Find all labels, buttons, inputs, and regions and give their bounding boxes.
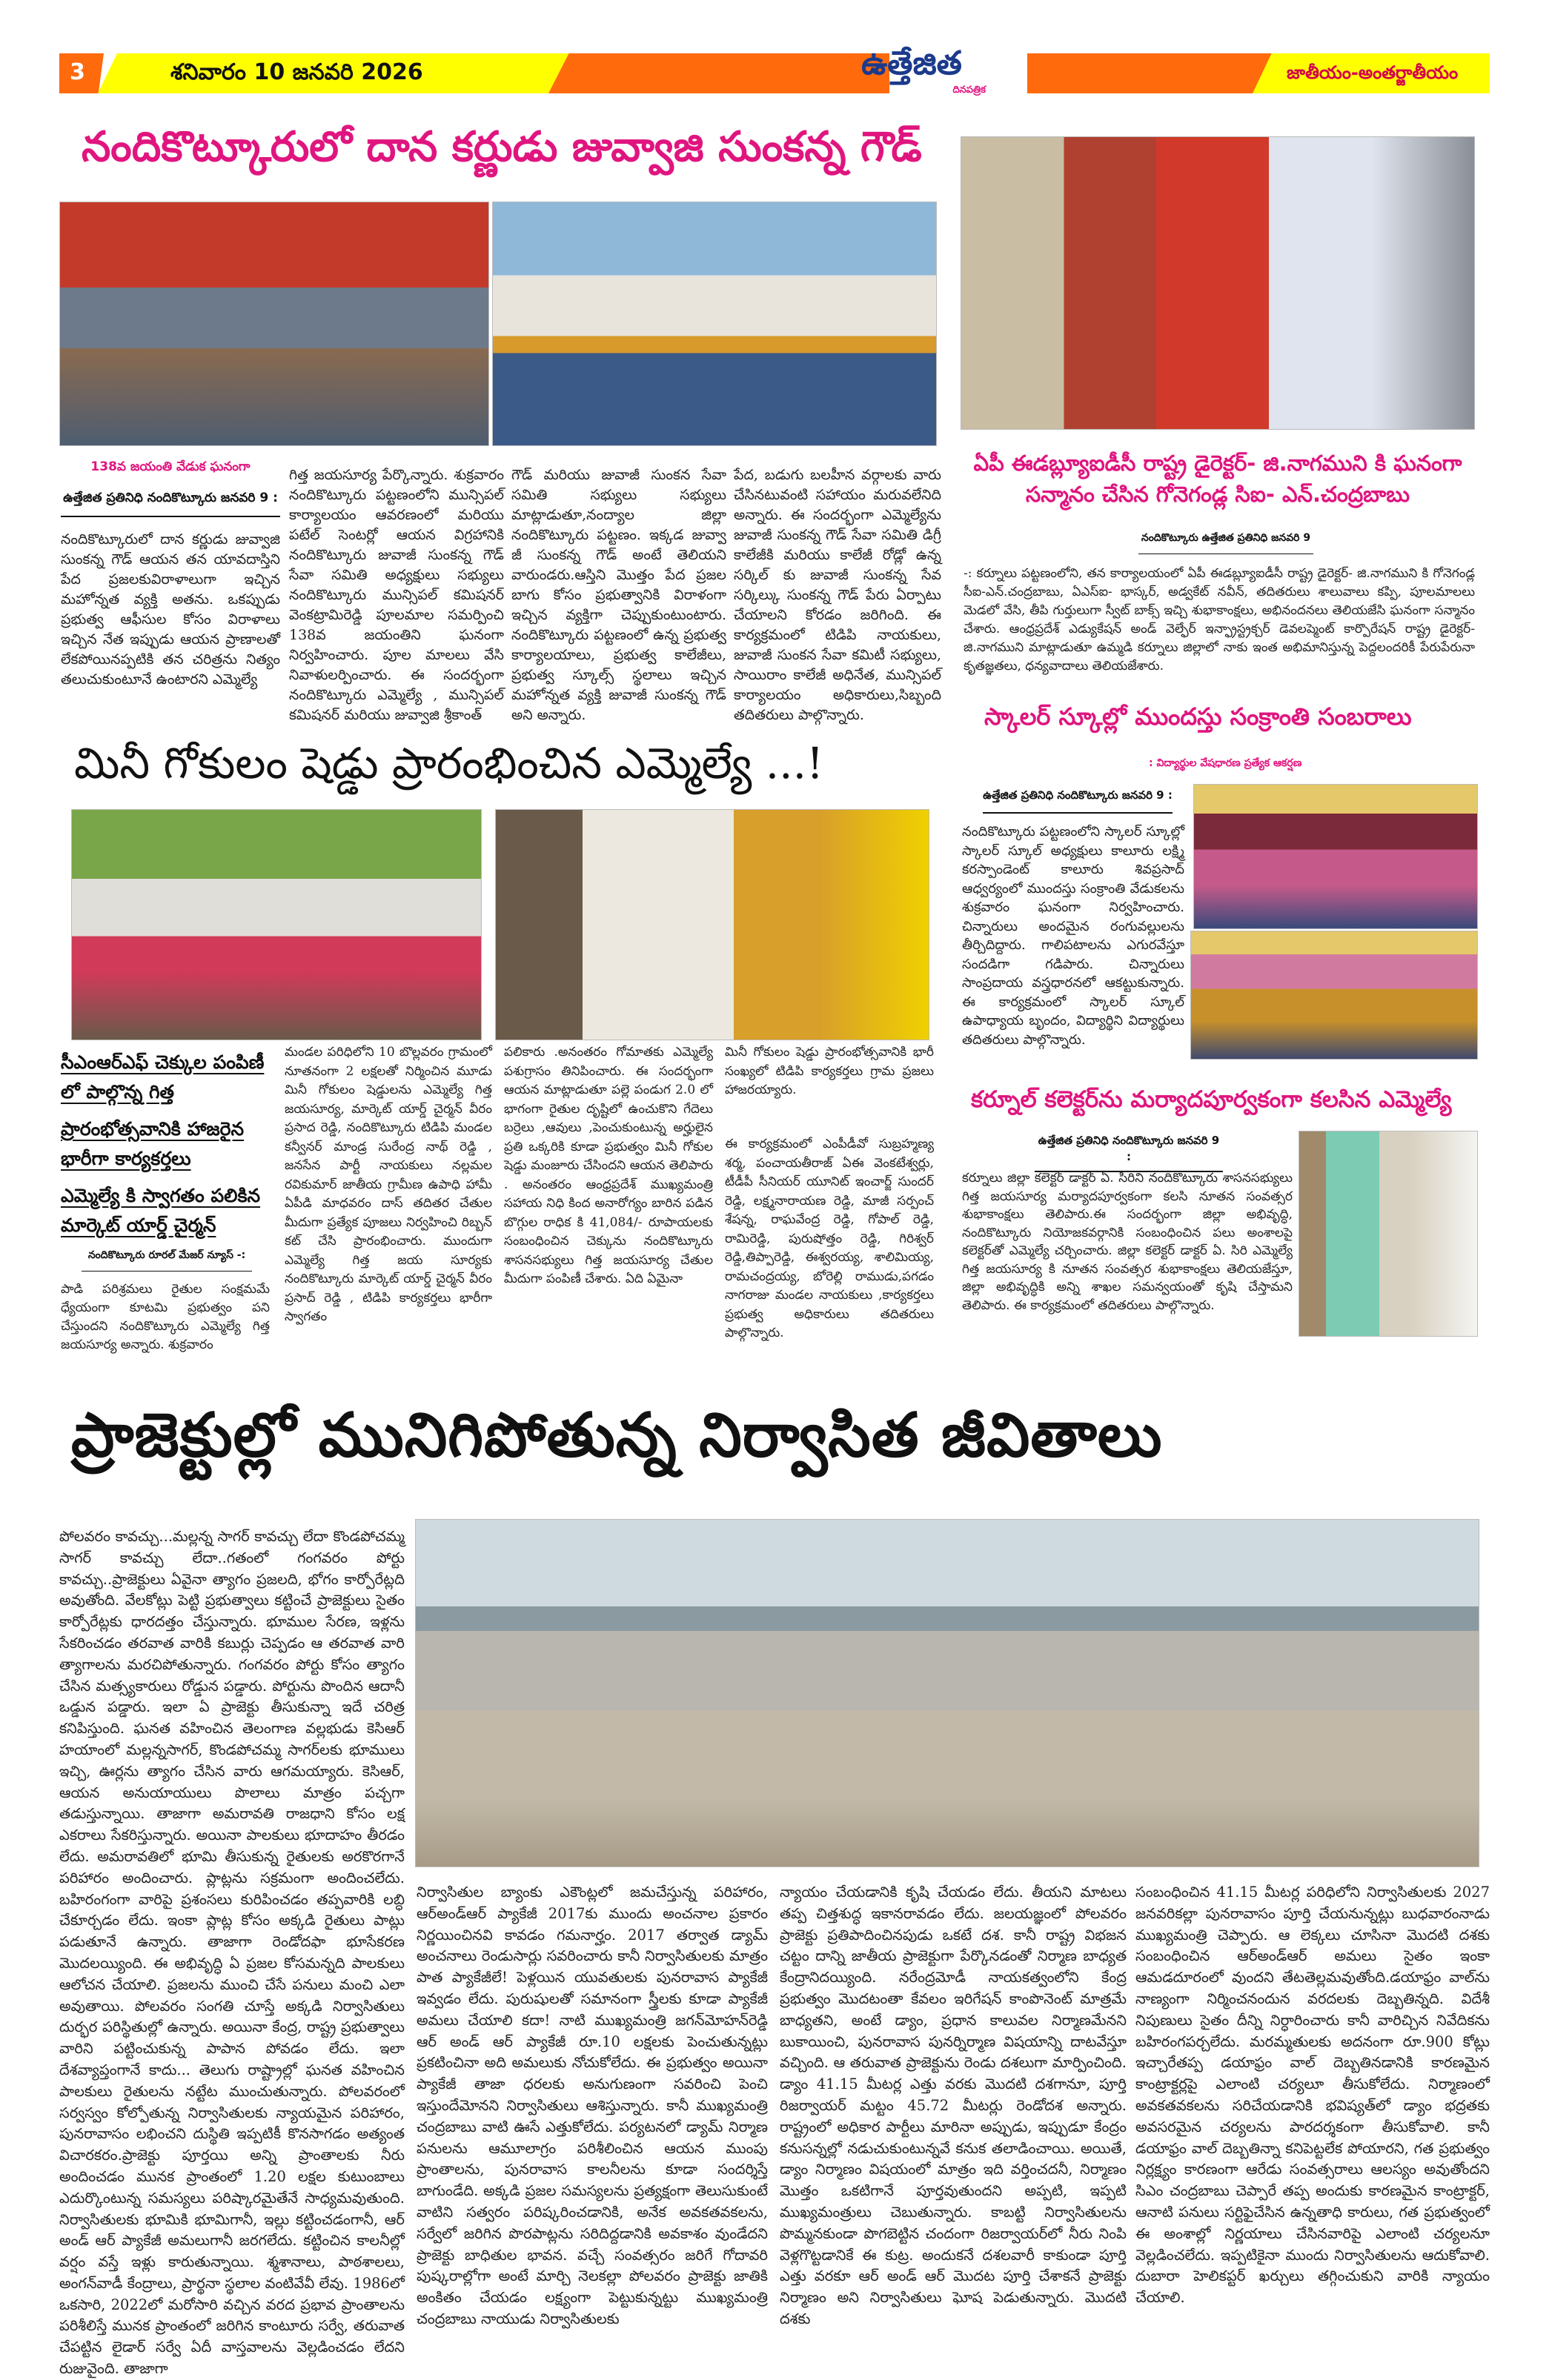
date: శనివారం 10 జనవరి 2026 [170, 59, 423, 85]
masthead [59, 44, 1490, 96]
page-number: 3 [70, 59, 85, 85]
article3-subhead: : విద్యార్థుల వేషధారణ ప్రత్యేక ఆకర్షణ [1149, 757, 1302, 769]
article1-headline: నందికొట్కూరులో దాన కర్ణుడు జువ్వాజి సుంకన్న గౌడ్ [82, 123, 922, 171]
article5-headline: కర్నూల్ కలెక్టర్‌ను మర్యాదపూర్వకంగా కలసిన ఎమ్మెల్యే [971, 1086, 1452, 1113]
photo-felicitation [961, 136, 1475, 430]
article2-body: -: కర్నూలు పట్టణంలోని, తన కార్యాలయంలో ఏపీ ఈడబ్ల్యూఐడీసీ రాష్ట్ర డైరెక్టర్- జి.నాగముని కి గోనెగండ్ల సీఐ-ఎన్.చంద్రబాబు, ఏఎస్ఐ- భాస్కర్, అడ్వకేట్ నవీన్, తదితరులు శాలువాలు కప్పి, పూలమాలలు మెడలో వేసి, తీపి గుర్తులుగా స్వీట్ బాక్స్ ఇచ్చి శుభాకాంక్షలు, అభినందనలు తెలియజేసి ఘనంగా సన్మానం చేశారు. ఆంధ్రప్రదేశ్ ఎడ్యుకేషన్ అండ్ వెల్ఫేర్ ఇన్ఫ్రాస్ట్రక్చర్ డెవలప్మెంట్ కార్పొరేషన్ రాష్ట్ర డైరెక్టర్- జి.నాగముని మాట్లాడుతూ ఉమ్మడి కర్నూలు జిల్లాలో నాకు ఇంత అభిమానిస్తున్న పెద్దలందరికీ పేరుపేరునా కృతజ్ఞతలు, ధన్యవాదాలు తెలియజేశారు. [964, 566, 1475, 674]
article5-byline: ఉత్తేజిత ప్రతినిధి నందికొట్కూరు జనవరి 9 : [1035, 1134, 1223, 1172]
article4-subhead-3: ఎమ్మెల్యే కి స్వాగతం పలికిన మార్కెట్ యార్డ్ చైర్మన్ [61, 1185, 261, 1236]
logo-text: ఉత్తేజిత [861, 44, 962, 82]
article1-col1: నందికొట్కూరులో దాన కర్ణుడు జువ్వాజి సుంకన్న గౌడ్ ఆయన తన యావదాస్తిని పేద ప్రజలకువిరాళాలుగా ఇచ్చిన మహోన్నత వ్యక్తి అతను. ఒకప్పుడు ప్రభుత్వ ఆఫీసుల కోసం విరాళాలు ఇచ్చిన నేత ఇప్పుడు ఆయన ప్రాణాలతో లేకపోయినప్పటికి తన చరిత్రను నిత్యం తలుచుకుంటూనే ఉంటారని ఎమ్మెల్యే [61, 531, 280, 688]
article2-headline [961, 448, 1475, 510]
article1-byline: ఉత్తేజిత ప్రతినిధి నందికొట్కూరు జనవరి 9 : [61, 491, 280, 517]
article4-col3: పలికారు .అనంతరం గోమాతకు ఎమ్మెల్యే పశుగ్రాసం తినిపించారు. ఈ సందర్భంగా ఆయన మాట్లాడుతూ పల్లె పండుగ 2.0 లో భాగంగా రైతుల దృష్టిలో ఉంచుకొని గేదెలు బర్రెలు ,ఆవులు ,పెంచుకుంటున్న అర్హులైన ప్రతి ఒక్కరికి కూడా ప్రభుత్వం మినీ గోకుల షెడ్డు మంజూరు చేసిందని ఆయన తెలిపారు . అనంతరం ఆంధ్రప్రదేశ్ ముఖ్యమంత్రి సహాయ నిధి కింద అనారోగ్యం బారిన పడిన బొగ్గుల రాధిక కి 41,084/- రూపాయలకు సంబంధించిన చెక్కును నందికొట్కూరు శాసనసభ్యులు గిత్త జయసూర్య చేతుల మీదుగా పంపిణీ చేశారు. ఏది ఏమైనా [504, 1045, 713, 1286]
article4-col2: మండల పరిధిలోని 10 బొల్లవరం గ్రామంలో నూతనంగా 2 లక్షలతో నిర్మించిన మూడు మినీ గోకులం షెడ్డులను ఎమ్మెల్యే గిత్త జయసూర్య, మార్కెట్ యార్డ్ చైర్మన్ వీరం ప్రసాద రెడ్డి, నందికొట్కూరు టిడిపి మండల కన్వీనర్ మాండ్ర సురేంద్ర నాథ్ రెడ్డి , జనసేన పార్టీ నాయకులు నల్లమల రవికుమార్ జాతీయ గ్రామీణ ఉపాధి హామీ ఏపీడి మాధవరం దాస్ తదితర చేతుల మీదుగా ప్రత్యేక పూజలు నిర్వహించి రిబ్బన్ కట్ చేసి ప్రారంభించారు. ముందుగా ఎమ్మెల్యే గిత్త జయ సూర్యకు నందికొట్కూరు మార్కెట్ యార్డ్ చైర్మన్ వీరం ప్రసాద్ రెడ్డి , టిడిపి కార్యకర్తలు భారీగా స్వాగతం [285, 1045, 492, 1324]
article4-headline: మినీ గోకులం షెడ్డు ప్రారంభించిన ఎమ్మెల్యే ...! [74, 738, 824, 788]
article3-byline: ఉత్తేజిత ప్రతినిధి నందికొట్కూరు జనవరి 9 : [983, 788, 1173, 814]
logo [838, 43, 986, 102]
article3-headline: స్కాలర్ స్కూల్లో ముందస్తు సంక్రాంతి సంబరాలు [984, 702, 1412, 731]
article2-headline-line1: ఏపీ ఈడబ్ల్యూఐడీసీ రాష్ట్ర డైరెక్టర్- జి.నాగముని కి ఘనంగా [973, 451, 1462, 476]
article4-subhead-2: ప్రారంభోత్సవానికి హాజరైన భారీగా కార్యకర్తలు [61, 1118, 245, 1169]
article4-col4a: మినీ గోకులం షెడ్డు ప్రారంభోత్సవానికి భారీ సంఖ్యలో టిడిపి కార్యకర్తలు గ్రామ ప్రజలు హాజరయ్యారు. [725, 1045, 934, 1097]
photo-sankranti-2 [1190, 931, 1478, 1060]
main-col1: పోలవరం కావచ్చు...మల్లన్న సాగర్ కావచ్చు లేదా కొండపోచమ్మ సాగర్ కావచ్చు లేదా..గతంలో గంగవరం పోర్టు కావచ్చు..ప్రాజెక్టులు ఏవైనా త్యాగం ప్రజలది, భోగం కార్పోరేట్లది అవుతోంది. వేలకోట్లు పెట్టి ప్రభుత్వాలు కట్టించే ప్రాజెక్టులు సైతం కార్పోరేట్లకు ధారదత్తం చేస్తున్నారు. భూముల సేరణ, ఇళ్లను సేకరించడం తరవాత వారికి కబుర్లు చెప్పడం ఆ తరవాత వారి త్యాగాలను మరచిపోతున్నారు. గంగవరం పోర్టు కోసం త్యాగం చేసిన మత్స్యకారులు రోడ్డున పడ్డారు. పోర్టును పొందిన ఆదానీ ఒడ్డున పడ్డారు. ఇలా ఏ ప్రాజెక్టు తీసుకున్నా ఇదే చరిత్ర కనిపిస్తుంది. ఘనత వహించిన తెలంగాణ వల్లభుడు కెసిఆర్ హయాంలో మల్లన్నసాగర్, కొండపోచమ్మ సాగర్‌లకు భూములు ఇచ్చి, ఊర్లను త్యాగం చేసిన వారు ఆగమయ్యారు. కెసిఆర్, ఆయన అనుయాయులు పొలాలు మాత్రం పచ్చగా తడుస్తున్నాయి. తాజాగా అమరావతి రాజధాని కోసం లక్ష ఎకరాలు సేకరిస్తున్నారు. అయినా పాలకులు భూదాహం తీరడం లేదు. అమరావతిలో భూమి తీసుకున్న రైతులకు అరకొరగానే పరిహారం అందించారు. ప్లాట్లను సక్రమంగా అందించలేదు. బహిరంగంగా వారిపై ప్రశంసలు కురిపించడం తప్పవారికి లబ్ధి చేకూర్చడం లేదు. ఇంకా ప్లాట్ల కోసం అక్కడి రైతులు పాట్లు పడుతూనే ఉన్నారు. తాజాగా రెండోదఫా భూసేకరణ మొదలయ్యింది. ఈ అభివృద్ధి ఏ ప్రజల కోసమన్నది పాలకులు ఆలోచన చేయాలి. ప్రజలను ముంచి చేసే పనులు మంచి ఎలా అవుతాయి. పోలవరం సంగతి చూస్తే అక్కడి నిర్వాసితులు దుర్భర పరిస్థితుల్లో ఉన్నారు. అయినా కేంద్ర, రాష్ట్ర ప్రభుత్వాలు వారిని పట్టించుకున్న పాపాన పోవడం లేదు. ఇలా దేశవ్యాప్తంగానే కాదు... తెలుగు రాష్ట్రాల్లో ఘనత వహించిన పాలకులు రైతులను నట్టేట ముంచుతున్నారు. పోలవరంలో సర్వస్వం కోల్పోతున్న నిర్వాసితులకు న్యాయమైన పరిహారం, పునరావాసం లభించని దుస్థితి ఇప్పటికీ కొనసాగడం అత్యంత విచారకరం.ప్రాజెక్టు పూర్తయి అన్ని ప్రాంతాలకు నీరు అందించడం మునక ప్రాంతంలో 1.20 లక్షల కుటుంబాలు ఎదుర్కొంటున్న సమస్యలు పరిష్కారమైతేనే సాధ్యమవుతుంది. నిర్వాసితులకు భూమికి భూమిగానీ, ఇల్లు కట్టించడంగానీ, ఆర్ అండ్ ఆర్ ప్యాకేజీ అమలుగానీ జరగలేదు. కట్టించిన కాలనీల్లో వర్షం వస్తే ఇళ్లు కారుతున్నాయి. శ్మశానాలు, పాఠశాలలు, అంగన్‌వాడీ కేంద్రాలు, ప్రార్థనా స్థలాల వంటివేవీ లేవు. 1986లో ఒకసారి, 2022లో మరోసారి వచ్చిన వరద ప్రభావ ప్రాంతాలను పరిశీలిస్తే మునక ప్రాంతంలో జరిగిన కాంటూరు సర్వే, తరువాత చేపట్టిన లైడార్ సర్వే ఏదీ వాస్తవాలను వెల్లడించడం లేదని రుజువైంది. తాజాగా [59, 1528, 405, 2378]
article4-subheads [61, 1048, 268, 1240]
article4-subhead-1: సీఎంఆర్ఎఫ్ చెక్కుల పంపిణీ లో పాల్గొన్న గిత్త [61, 1051, 265, 1103]
main-headline: ప్రాజెక్టుల్లో మునిగిపోతున్న నిర్వాసిత జీవితాలు [71, 1400, 1163, 1471]
photo-sankranti-1 [1193, 784, 1478, 929]
article2-byline: నందికొట్కూరు ఉత్తేజిత ప్రతినిధి జనవరి 9 [1138, 532, 1313, 554]
article1-col3: గౌడ్ మరియు జువాజీ సుంకన సేవా సమితి సభ్యులు సభ్యులు మాట్లాడుతూ,నంద్యాల జిల్లా నందికొట్కూరు పట్టణం. ఇక్కడ జువ్వా జీ సుంకన్న గౌడ్ అంటే తెలియని వారుండరు.ఆస్తిని మొత్తం పేద ప్రజల బాగు కోసం ప్రభుత్వానికి విరాళంగా ఇచ్చిన వ్యక్తిగా చెప్పుకుంటుంటారు. నందికొట్కూరు పట్టణంలో ఉన్న ప్రభుత్వ కార్యాలయాలు, ప్రభుత్వ కాలేజీలు, ప్రభుత్వ స్కూల్స్ స్థలాలు ఇచ్చిన మహోన్నత వ్యక్తి జువాజీ సుంకన్న గౌడ్ అని అన్నారు. [511, 467, 726, 723]
orange-strip-right [1027, 53, 1279, 93]
article4-col4b: ఈ కార్యక్రమంలో ఎంపీడీవో సుబ్రహ్మణ్య శర్మ, పంచాయతీరాజ్ ఏఈ వెంకటేశ్వర్లు, టీడీపీ సీనియర్ యూనిట్ ఇంచార్జ్ సుందర్ రెడ్డి, లక్ష్మనారాయణ రెడ్డి, మాజీ సర్పంచ్ శేషన్న, రాఘవేంద్ర రెడ్డి, గోపాల్ రెడ్డి, రామిరెడ్డి, పురుషోత్తం రెడ్డి, గిరిశ్వర్ రెడ్డి,తిప్పారెడ్డి, ఈశ్వరయ్య, శాలిమియ్య, రామచంద్రయ్య, బోరెల్లి రాముడు,పగడం నాగరాజు మండల నాయకులు ,కార్యకర్తలు ప్రభుత్వ అధికారులు తదితరులు పాల్గొన్నారు. [725, 1137, 934, 1340]
photo-gokulam-shed [495, 809, 929, 1040]
article4-byline: నందికొట్కూరు రూరల్ మేజర్ న్యూస్ -: [82, 1249, 252, 1272]
photo-collector-meeting [1299, 1131, 1478, 1337]
main-col4: సంబంధించిన 41.15 మీటర్ల పరిధిలోని నిర్వాసితులకు 2027 జనవరికల్లా పునరావాసం పూర్తి చేయనున్నట్లు బుధవారంనాడు ముఖ్యమంత్రి చెప్పారు. ఆ లెక్కలు చూసినా మొదటి దశకు సంబంధించిన ఆర్‌అండ్‌ఆర్ అమలు సైతం ఇంకా ఆమడదూరంలో వుందని తేటతెల్లమవుతోంది.డయాఫ్రం వాల్‌ను నాణ్యంగా నిర్మించనందున వరదలకు దెబ్బతిన్నది. విదేశీ నిపుణులు సైతం దీన్ని నిర్ధారించారు కానీ వారిచ్చిన నివేదికను బహిరంగపర్చలేదు. మరమ్మతులకు అదనంగా రూ.900 కోట్లు ఇచ్చారేతప్ప డయాఫ్రం వాల్ దెబ్బతినడానికి కారణమైన కాంట్రాక్టర్లపై ఎలాంటి చర్యలూ తీసుకోలేదు. నిర్మాణంలో అవకతవకలను సరిచేయడానికి భవిష్యత్‌లో డ్యాం భద్రతకు అవసరమైన చర్యలను పారదర్శకంగా తీసుకోవాలి. కానీ డయాఫ్రం వాల్ దెబ్బతిన్నా కనిపెట్టలేక పోయారని, గత ప్రభుత్వం నిర్లక్ష్యం కారణంగా ఆరేడు సంవత్సరాలు ఆలస్యం అవుతోందని సిఎం చంద్రబాబు చెప్పారే తప్ప అందుకు కారణమైన కాంట్రాక్టర్, ఆనాటి పనులు సర్టిఫైచేసిన ఉన్నతాధి కారులు, గత ప్రభుత్వంలో ఈ అంశాల్లో నిర్ణయాలు చేసినవారిపై ఎలాంటి చర్యలనూ వెల్లడించలేదు. ఇప్పటికైనా ముందు నిర్వాసితులను ఆదుకోవాలి. దుబారా హెలికప్టర్ ఖర్చులు తగ్గించుకుని వారికి న్యాయం చేయాలి. [1135, 1884, 1490, 2307]
article3-body: నందికొట్కూరు పట్టణంలోని స్కాలర్ స్కూల్లో స్కాలర్ స్కూల్ అధ్యక్షులు కాలూరు లక్ష్మి కరస్పాండెంట్ కాలూరు శివప్రసాద్ ఆధ్వర్యంలో ముందస్తు సంక్రాంతి వేడుకలను శుక్రవారం ఘనంగా నిర్వహించారు. చిన్నారులు అందమైన రంగువల్లులను తీర్చిదిద్దారు. గాలిపటాలను ఎగురవేస్తూ సందడిగా గడిపారు. చిన్నారులు సాంప్రదాయ వస్త్రధారనలో ఆకట్టుకున్నారు. ఈ కార్యక్రమంలో స్కాలర్ స్కూల్ ఉపాధ్యాయ బృందం, విద్యార్థిని విద్యార్థులు తదితరులు పాల్గొన్నారు. [962, 824, 1184, 1048]
article5-body: కర్నూలు జిల్లా కలెక్టర్ డాక్టర్ ఏ. సిరిని నందికొట్కూరు శాసనసభ్యులు గిత్త జయసూర్య మర్యాదపూర్వకంగా కలసి నూతన సంవత్సర శుభాకాంక్షలు తెలిపారు.ఈ సందర్భంగా జిల్లా అభివృద్ధి, నందికొట్కూరు నియోజకవర్గానికి సంబంధించిన పలు అంశాలపై కలెక్టర్‌తో ఎమ్మెల్యే చర్చించారు. జిల్లా కలెక్టర్ డాక్టర్ ఏ. సిరి ఎమ్మెల్యే గిత్త జయసూర్య కి నూతన సంవత్సర శుభాకాంక్షలు తెలియజేస్తూ, జిల్లా అభివృద్ధికి అన్ని శాఖల సమన్వయంతో కృషి చేస్తామని తెలిపారు. ఈ కార్యక్రమంలో తదితరులు పాల్గొన్నారు. [962, 1171, 1293, 1313]
section-label: జాతీయం-అంతర్జాతీయం [1287, 62, 1459, 83]
main-col2: నిర్వాసితుల బ్యాంకు ఎకౌంట్లలో జమచేస్తున్న పరిహారం, ఆర్‌అండ్‌ఆర్ ప్యాకేజీ 2017కు ముందు అంచనాల ప్రకారం నిర్ణయించినవి కావడం గమనార్హం. 2017 తర్వాత డ్యామ్ అంచనాలు రెండుసార్లు సవరించారు కానీ నిర్వాసితులకు మాత్రం పాత ప్యాకేజీలే! పెళ్లయిన యువతులకు పునరావాస ప్యాకేజీ ఇవ్వడం లేదు. పురుషులతో సమానంగా స్త్రీలకు కూడా ప్యాకేజీ అమలు చేయాలి కదా! నాటి ముఖ్యమంత్రి జగన్‌మోహన్‌రెడ్డి ఆర్ అండ్ ఆర్ ప్యాకేజీ రూ.10 లక్షలకు పెంచుతున్నట్లు ప్రకటించినా అది అమలుకు నోచుకోలేదు. ఈ ప్రభుత్వం అయినా ప్యాకేజీ తాజా ధరలకు అనుగుణంగా సవరించి పెంచి ఇస్తుందేమోనని నిర్వాసితులు ఆశిస్తున్నారు. కానీ ముఖ్యమంత్రి చంద్రబాబు వాటి ఊసే ఎత్తుకోలేదు. పర్యటనలో డ్యామ్ నిర్మాణ పనులను ఆమూలాగ్రం పరిశీలించిన ఆయన ముంపు ప్రాంతాలను, పునరావాస కాలనీలను కూడా సందర్శిస్తే బాగుండేది. అక్కడి ప్రజల సమస్యలను ప్రత్యక్షంగా తెలుసుకుంటే వాటిని సత్వరం పరిష్కరించడానికి, అనేక అవకతవకలను, సర్వేలో జరిగిన పొరపాట్లను సరిదిద్దడానికి అవకాశం వుండేదని ప్రాజెక్టు బాధితుల భావన. వచ్చే సంవత్సరం జరిగే గోదావరి పుష్కరాల్లోగా అంటే మార్చి నెలకల్లా పోలవరం ప్రాజెక్టు జాతికి అంకితం చేయడం లక్ష్యంగా పెట్టుకున్నట్టు ముఖ్యమంత్రి చంద్రబాబు నాయుడు నిర్వాసితులకు [417, 1884, 768, 2327]
article2-headline-line2: సన్మానం చేసిన గోనెగండ్ల సిఐ- ఎన్.చంద్రబాబు [1025, 482, 1410, 507]
article1-col4: పేద, బడుగు బలహీన వర్గాలకు వారు చేసినటువంటి సహాయం మరువలేనిది అన్నారు. ఈ సందర్భంగా ఎమ్మెల్యేను జువాజీ సుంకన్న గౌడ్ సేవా సమితి డిగ్రీ కాలేజీకి మరియు కాలేజీ రోడ్లో ఉన్న సర్కిల్ కు జువాజీ సుంకన్న సేవ సర్కిల్కు సుంకన్న గౌడ్ పేరు ఏర్పాటు చేయాలని కోరడం జరిగింది. ఈ కార్యక్రమంలో టిడిపి నాయకులు, జువాజీ సుంకన సేవా కమిటీ సభ్యులు, సాయిరాం కాలేజీ అధినేత, మున్సిపల్ కార్యాలయం అధికారులు,సిబ్బంది తదితరులు పాల్గొన్నారు. [734, 467, 941, 723]
photo-gokulam-group [71, 809, 482, 1040]
photo-statue-garland [492, 202, 937, 446]
logo-subtitle: దినపత్రిక [952, 84, 986, 96]
article1-col2: గిత్త జయసూర్య పేర్కొన్నారు. శుక్రవారం నందికొట్కూరు పట్టణంలోని మున్సిపల్ కార్యాలయం ఆవరణంలో మరియు పటేల్ సెంటర్లో ఆయన విగ్రహానికి నందికొట్కూరు జువాజీ సుంకన్న గౌడ్ సేవా సమితి అధ్యక్షులు సభ్యులు నందికొట్కూరు మున్సిపల్ కమిషనర్ వెంకట్రామిరెడ్డి పూలమాల సమర్పించి 138వ జయంతిని ఘనంగా నిర్వహించారు. పూల మాలలు వేసి నివాళులర్పించారు. ఈ సందర్భంగా నందికొట్కూరు ఎమ్మెల్యే , మున్సిపల్ కమిషనర్ మరియు జువ్వాజి శ్రీకాంత్ [289, 467, 504, 723]
article1-caption: 138వ జయంతి వేడుక ఘనంగా [90, 459, 251, 474]
main-col3: న్యాయం చేయడానికి కృషి చేయడం లేదు. తీయని మాటలు తప్ప చిత్తశుద్ధ ఇకానరావడం లేదు. జలయజ్ఞంలో పోలవరం ప్రాజెక్టు ప్రతిపాదించినపుడు ఒకటే దశ. కానీ రాష్ట్ర విభజన చట్టం దాన్ని జాతీయ ప్రాజెక్టుగా పేర్కొనడంతో నిర్మాణ బాధ్యత కేంద్రానిదయ్యింది. నరేంద్రమోడీ నాయకత్వంలోని కేంద్ర ప్రభుత్వం మొదటంతా కేవలం ఇరిగేషన్ కాంపొనెంట్ మాత్రమే బాధ్యతని, అంటే డ్యాం, ప్రధాన కాలువల నిర్మాణమేనని బుకాయించి, పునరావాస పునర్నిర్మాణ విషయాన్ని దాటవేస్తూ వచ్చింది. ఆ తరువాత ప్రాజెక్టును రెండు దశలుగా మార్పించింది. డ్యాం 41.15 మీటర్ల ఎత్తు వరకు మొదటి దశగానూ, పూర్తి రిజర్వాయర్ మట్టం 45.72 మీటర్లు రెండోదశ అన్నారు. రాష్ట్రంలో అధికార పార్టీలు మారినా అప్పుడు, ఇప్పుడూ కేంద్రం కనుసన్నల్లో నడుచుకుంటున్నవే కనుక తలాడించాయి. అయితే, డ్యాం నిర్మాణం విషయంలో మాత్రం ఇది వర్తించదనీ, నిర్మాణం మొత్తం ఒకటిగానే పూర్తవుతుందని అప్పటి, ఇప్పటి ముఖ్యమంత్రులు చెబుతున్నారు. కాబట్టి నిర్వాసితులను పొమ్మనకుండా పొగబెట్టిన చందంగా రిజర్వాయర్‌లో నీరు నింపి వెళ్లగొట్టడానికే ఈ కుట్ర. అందుకనే దశలవారీ కాకుండా పూర్తి ఎత్తు వరకూ ఆర్ అండ్ ఆర్ మొదట పూర్తి చేశాకనే ప్రాజెక్టు నిర్మాణం అని నిర్వాసితులు ఘోష పెడుతున్నారు. మొదటి దశకు [780, 1884, 1127, 2327]
photo-polavaram-dam [415, 1519, 1479, 1867]
article4-col1: పాడి పరిశ్రమలు రైతుల సంక్షమమే ధ్యేయంగా కూటమి ప్రభుత్వం పని చేస్తుందని నందికొట్కూరు ఎమ్మెల్యే గిత్త జయసూర్య అన్నారు. శుక్రవారం [61, 1282, 270, 1352]
photo-jayanti-stage [59, 202, 489, 446]
